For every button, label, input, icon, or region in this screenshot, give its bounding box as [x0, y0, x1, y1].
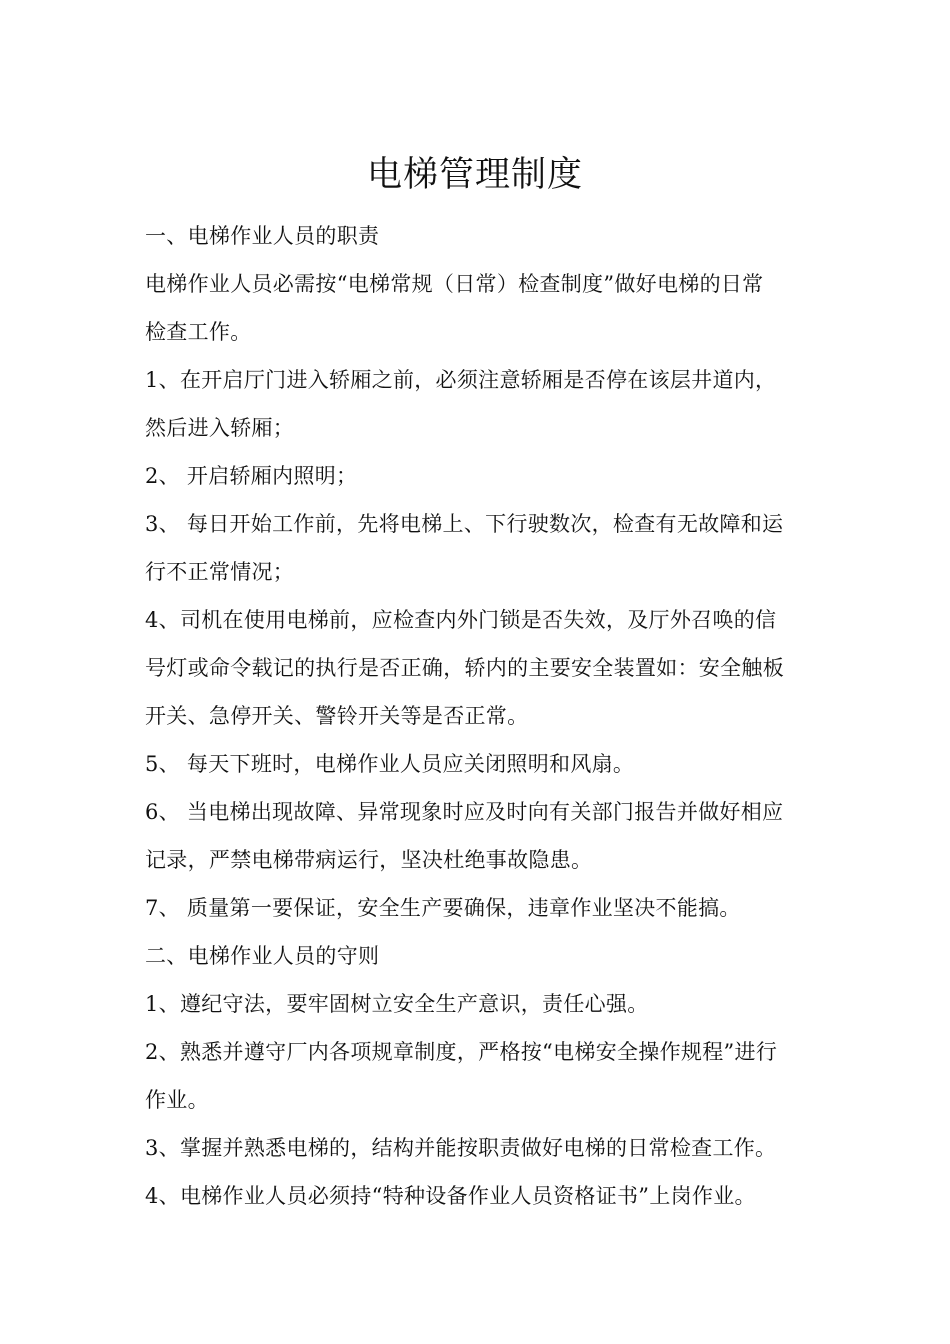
list-item-3: 3、 每日开始工作前，先将电梯上、下行驶数次，检查有无故障和运	[145, 512, 784, 536]
section-heading-rules: 二、电梯作业人员的守则	[145, 944, 380, 968]
list-item-4-cont: 号灯或命令载记的执行是否正确，轿内的主要安全装置如：安全触板	[145, 656, 784, 680]
list-item-6: 6、 当电梯出现故障、异常现象时应及时向有关部门报告并做好相应	[145, 800, 784, 824]
rule-item-2-cont: 作业。	[145, 1088, 209, 1112]
list-item-4: 4、司机在使用电梯前，应检查内外门锁是否失效，及厅外召唤的信	[145, 608, 777, 632]
rule-item-4: 4、电梯作业人员必须持“特种设备作业人员资格证书”上岗作业。	[145, 1184, 756, 1208]
document-title: 电梯管理制度	[366, 155, 583, 195]
list-item-1-cont: 然后进入轿厢；	[145, 416, 295, 440]
list-item-2: 2、 开启轿厢内照明；	[145, 464, 358, 488]
list-item-1: 1、在开启厅门进入轿厢之前，必须注意轿厢是否停在该层井道内，	[145, 368, 777, 392]
list-item-5: 5、 每天下班时，电梯作业人员应关闭照明和风扇。	[145, 752, 635, 776]
paragraph-line: 检查工作。	[145, 320, 252, 344]
rule-item-2: 2、熟悉并遵守厂内各项规章制度，严格按“电梯安全操作规程”进行	[145, 1040, 778, 1064]
list-item-7: 7、 质量第一要保证，安全生产要确保，违章作业坚决不能搞。	[145, 896, 741, 920]
rule-item-1: 1、遵纪守法，要牢固树立安全生产意识，责任心强。	[145, 992, 649, 1016]
section-heading-duties: 一、电梯作业人员的职责	[145, 224, 380, 248]
list-item-6-cont: 记录，严禁电梯带病运行，坚决杜绝事故隐患。	[145, 848, 593, 872]
document-body	[145, 212, 810, 1220]
rule-item-3: 3、掌握并熟悉电梯的，结构并能按职责做好电梯的日常检查工作。	[145, 1136, 777, 1160]
list-item-4-cont: 开关、急停开关、警铃开关等是否正常。	[145, 704, 529, 728]
list-item-3-cont: 行不正常情况；	[145, 560, 295, 584]
paragraph-line: 电梯作业人员必需按“电梯常规（日常）检查制度”做好电梯的日常	[145, 272, 764, 296]
